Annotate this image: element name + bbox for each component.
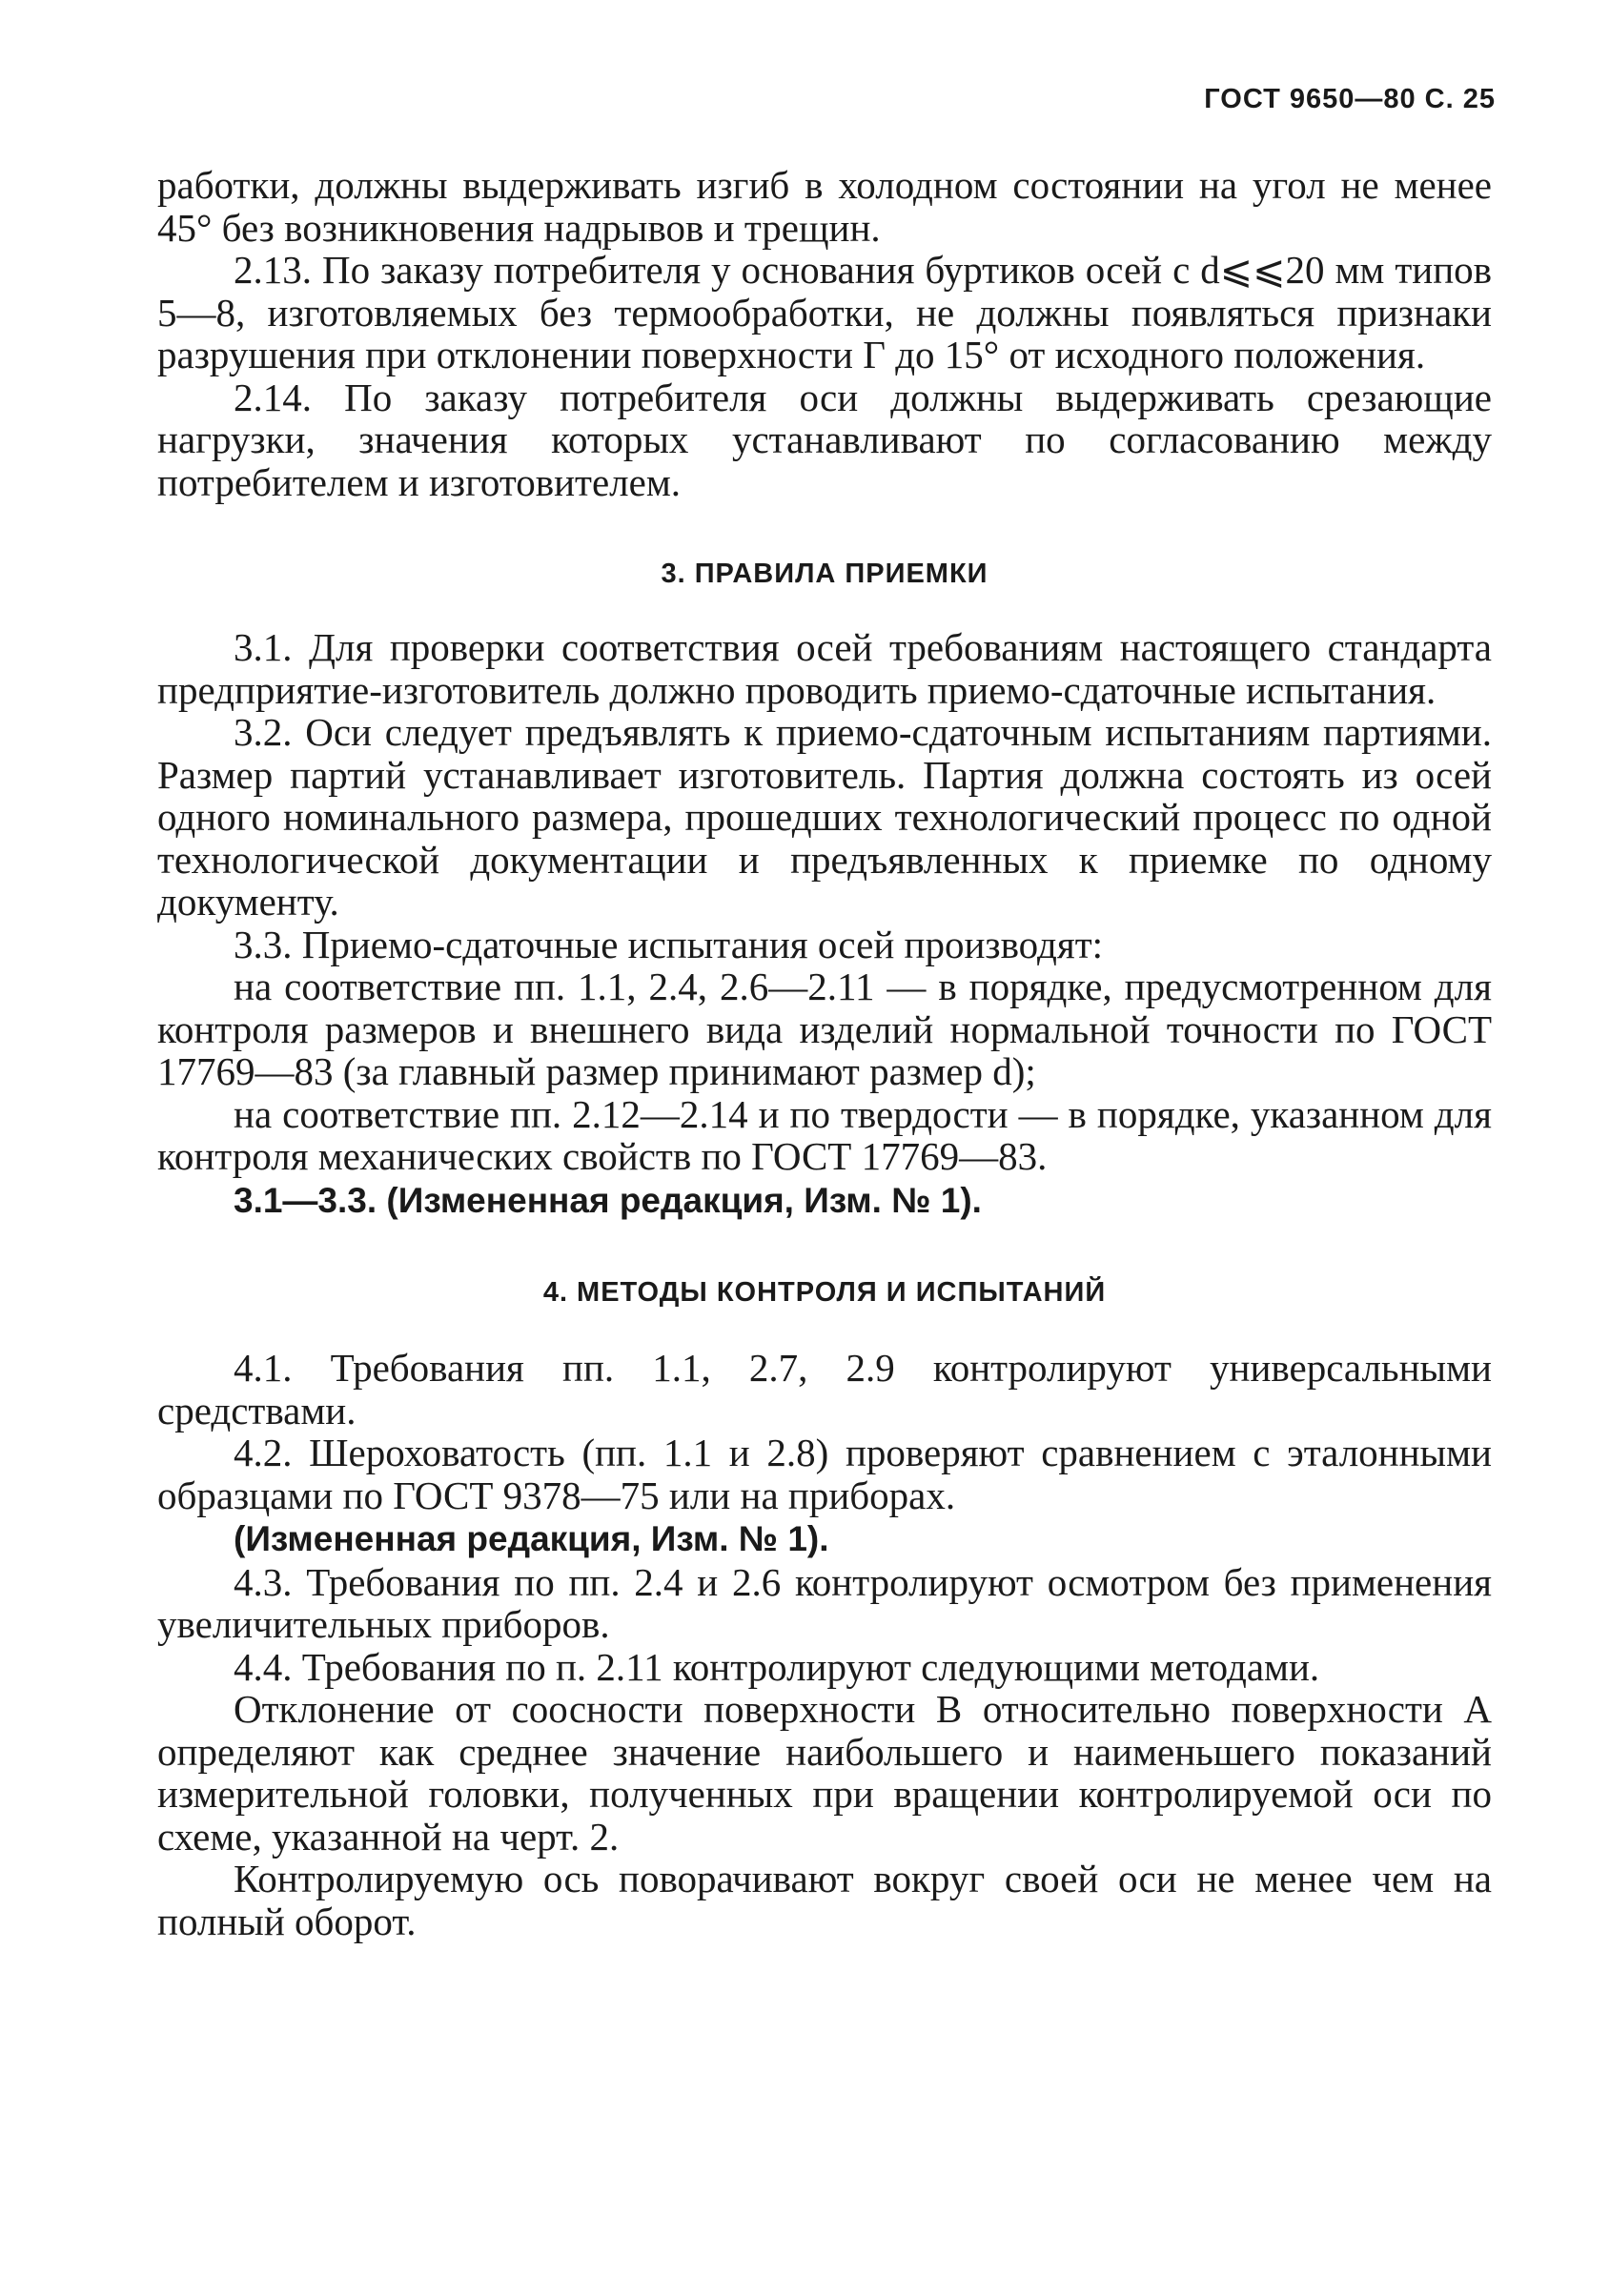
amendment-text: (Измененная редакция, Изм. № 1). [234, 1519, 829, 1558]
body-text [157, 164, 1492, 1942]
paragraph-rotation: Контролируемую ось поворачивают вокруг своей оси не менее чем на полный оборот. [157, 1857, 1492, 1943]
amendment-note-3 [157, 1178, 1492, 1223]
paragraph-3-3-item-2: на соответствие пп. 2.12—2.14 и по твердости — в порядке, указанном для контроля механических свойств по ГОСТ 17769—83. [157, 1091, 1492, 1178]
section-3-title: 3. ПРАВИЛА ПРИЕМКИ [661, 559, 988, 589]
paragraph-4-3: 4.3. Требования по пп. 2.4 и 2.6 контролируют осмотром без применения увеличительных приборов. [157, 1559, 1492, 1646]
paragraph-4-1: 4.1. Требования пп. 1.1, 2.7, 2.9 контролируют универсальными средствами. [157, 1346, 1492, 1432]
section-4-title: 4. МЕТОДЫ КОНТРОЛЯ И ИСПЫТАНИЙ [542, 1277, 1107, 1308]
paragraph-3-3-item-1: на соответствие пп. 1.1, 2.4, 2.6—2.11 — в порядке, предусмотренном для контроля размеров и внешнего вида изделий нормальной точности по ГОСТ 17769—83 (за главный размер принимают размер d); [157, 965, 1492, 1093]
amendment-note-4 [157, 1516, 1492, 1561]
paragraph-2-12-continuation: работки, должны выдерживать изгиб в холодном состоянии на угол не менее 45° без возникновения надрывов и трещин. [157, 163, 1492, 250]
amendment-text: 3.1—3.3. (Измененная редакция, Изм. № 1). [234, 1180, 982, 1220]
paragraph-4-4: 4.4. Требования по п. 2.11 контролируют следующими методами. [234, 1644, 1320, 1689]
paragraph-3-3: 3.3. Приемо-сдаточные испытания осей производят: [234, 922, 1104, 966]
paragraph-4-2: 4.2. Шероховатость (пп. 1.1 и 2.8) проверяют сравнением с эталонными образцами по ГОСТ 9378—75 или на приборах. [157, 1431, 1492, 1517]
running-head: ГОСТ 9650—80 С. 25 [1204, 84, 1496, 114]
paragraph-2-14: 2.14. По заказу потребителя оси должны выдерживать срезающие нагрузки, значения которых устанавливают по согласованию между потребителем и изготовителем. [157, 375, 1492, 504]
paragraph-3-2: 3.2. Оси следует предъявлять к приемо-сдаточным испытаниям партиями. Размер партий устанавливает изготовитель. Партия должна состоять из осей одного номинального размера, прошедших технологический процесс по одной технологической документации и предъявленных к приемке по одному документу. [157, 710, 1492, 924]
paragraph-2-13: 2.13. По заказу потребителя у основания буртиков осей с d⩽⩽20 мм типов 5—8, изготовляемых без термообработки, не должны появляться признаки разрушения при отклонении поверхности Г до 15° от исходного положения. [157, 248, 1492, 376]
paragraph-3-1: 3.1. Для проверки соответствия осей требованиям настоящего стандарта предприятие-изготовитель должно проводить приемо-сдаточные испытания. [157, 625, 1492, 712]
paragraph-coaxiality: Отклонение от соосности поверхности В относительно поверхности А определяют как среднее значение наибольшего и наименьшего показаний измерительной головки, полученных при вращении контролируемой оси по схеме, указанной на черт. 2. [157, 1687, 1492, 1859]
